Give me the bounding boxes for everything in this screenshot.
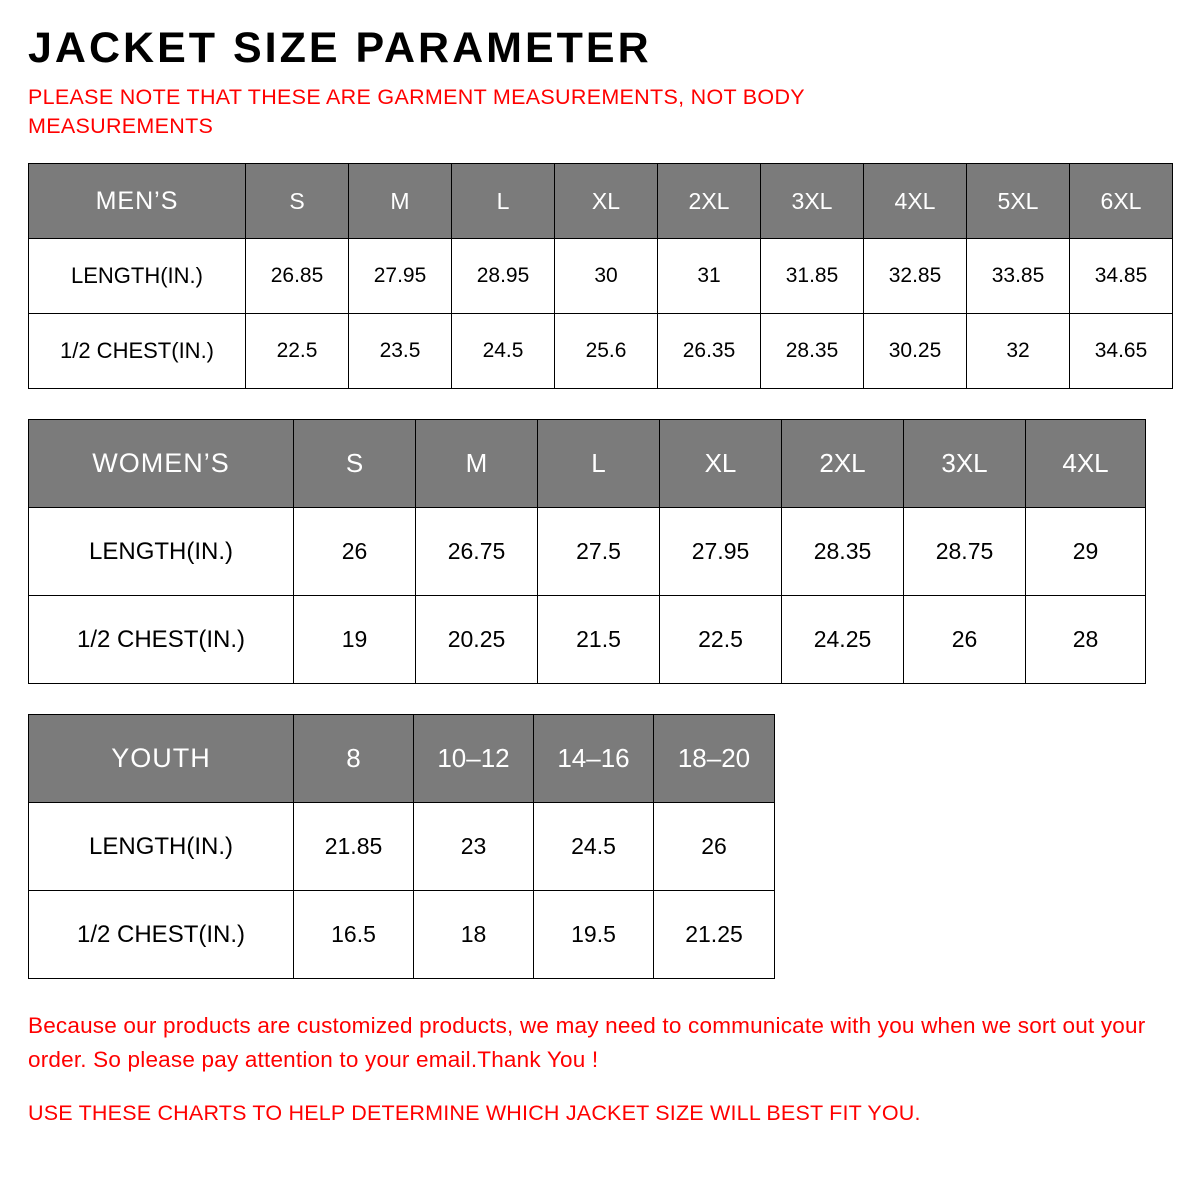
table-cell: 21.5 (538, 596, 660, 684)
table-header-cell: M (349, 164, 452, 239)
table-cell: 31.85 (761, 239, 864, 314)
table-header-cell: 8 (294, 715, 414, 803)
table-cell: 34.85 (1070, 239, 1173, 314)
table-cell: 22.5 (660, 596, 782, 684)
row-label: 1/2 CHEST(IN.) (29, 596, 294, 684)
table-cell: 27.5 (538, 508, 660, 596)
table-header-cell: 2XL (658, 164, 761, 239)
table-header-row (29, 164, 1173, 239)
table-header-cell: YOUTH (29, 715, 294, 803)
table-row (29, 314, 1173, 389)
table-cell: 26 (294, 508, 416, 596)
table-header-cell: M (416, 420, 538, 508)
table-cell: 23 (414, 803, 534, 891)
table-header-cell: 14–16 (534, 715, 654, 803)
table-header-cell: XL (660, 420, 782, 508)
table-cell: 27.95 (349, 239, 452, 314)
footer-paragraph-2: USE THESE CHARTS TO HELP DETERMINE WHICH JACKET SIZE WILL BEST FIT YOU. (28, 1100, 921, 1125)
table-cell: 18 (414, 891, 534, 979)
table-row (29, 803, 775, 891)
measurement-note: PLEASE NOTE THAT THESE ARE GARMENT MEASUREMENTS, NOT BODY MEASUREMENTS (28, 85, 805, 139)
footer-notes (28, 1009, 1172, 1129)
table-cell: 32 (967, 314, 1070, 389)
table-header-row (29, 420, 1146, 508)
table-cell: 23.5 (349, 314, 452, 389)
footer-paragraph-1: Because our products are customized products, we may need to communicate with you when we sort out your order. So please pay attention to your email.Thank You ! (28, 1013, 1146, 1072)
table-cell: 27.95 (660, 508, 782, 596)
table-header-cell: 18–20 (654, 715, 775, 803)
row-label: LENGTH(IN.) (29, 803, 294, 891)
table-cell: 34.65 (1070, 314, 1173, 389)
table-header-cell: L (452, 164, 555, 239)
table-cell: 26 (904, 596, 1026, 684)
table-cell: 24.5 (534, 803, 654, 891)
table-cell: 19.5 (534, 891, 654, 979)
table-header-cell: 10–12 (414, 715, 534, 803)
table-cell: 24.5 (452, 314, 555, 389)
table-cell: 21.25 (654, 891, 775, 979)
table-header-cell: 4XL (864, 164, 967, 239)
table-header-cell: S (294, 420, 416, 508)
table-header-cell: 4XL (1026, 420, 1146, 508)
table-cell: 28 (1026, 596, 1146, 684)
table-row (29, 891, 775, 979)
womens-size-table (28, 419, 1146, 684)
table-cell: 22.5 (246, 314, 349, 389)
youth-size-table (28, 714, 775, 979)
table-header-cell: 2XL (782, 420, 904, 508)
table-cell: 31 (658, 239, 761, 314)
table-cell: 28.75 (904, 508, 1026, 596)
table-header-cell: S (246, 164, 349, 239)
table-cell: 28.95 (452, 239, 555, 314)
table-cell: 26.35 (658, 314, 761, 389)
mens-size-table (28, 163, 1173, 389)
table-header-cell: 6XL (1070, 164, 1173, 239)
table-row (29, 508, 1146, 596)
table-cell: 20.25 (416, 596, 538, 684)
table-cell: 30 (555, 239, 658, 314)
table-cell: 25.6 (555, 314, 658, 389)
row-label: 1/2 CHEST(IN.) (29, 891, 294, 979)
table-header-cell: 3XL (761, 164, 864, 239)
row-label: LENGTH(IN.) (29, 508, 294, 596)
table-header-cell: L (538, 420, 660, 508)
table-header-row (29, 715, 775, 803)
table-cell: 32.85 (864, 239, 967, 314)
table-cell: 30.25 (864, 314, 967, 389)
table-cell: 26.85 (246, 239, 349, 314)
page-title: JACKET SIZE PARAMETER (28, 24, 652, 72)
row-label: 1/2 CHEST(IN.) (29, 314, 246, 389)
table-header-cell: 5XL (967, 164, 1070, 239)
table-cell: 16.5 (294, 891, 414, 979)
table-cell: 33.85 (967, 239, 1070, 314)
table-cell: 28.35 (782, 508, 904, 596)
table-cell: 24.25 (782, 596, 904, 684)
table-cell: 26 (654, 803, 775, 891)
table-header-cell: XL (555, 164, 658, 239)
table-cell: 29 (1026, 508, 1146, 596)
table-header-cell: 3XL (904, 420, 1026, 508)
table-row (29, 239, 1173, 314)
table-cell: 19 (294, 596, 416, 684)
table-header-cell: WOMEN’S (29, 420, 294, 508)
table-cell: 21.85 (294, 803, 414, 891)
table-row (29, 596, 1146, 684)
table-header-cell: MEN’S (29, 164, 246, 239)
row-label: LENGTH(IN.) (29, 239, 246, 314)
table-cell: 28.35 (761, 314, 864, 389)
table-cell: 26.75 (416, 508, 538, 596)
